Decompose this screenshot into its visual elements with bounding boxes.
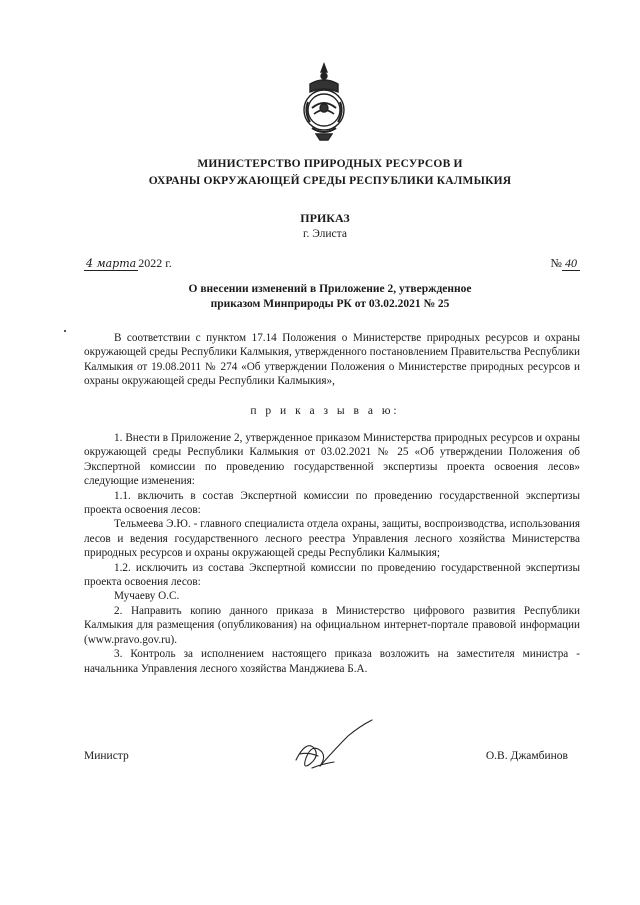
subject-line-2: приказом Минприроды РК от 03.02.2021 № 25 xyxy=(210,298,450,310)
handwritten-signature xyxy=(276,718,386,778)
order-items xyxy=(84,431,580,676)
person-removed: Мучаеву О.С. xyxy=(114,590,180,603)
order-directive: п р и к а з ы в а ю: xyxy=(250,405,400,417)
preamble-paragraph xyxy=(84,331,580,389)
ministry-line-1: МИНИСТЕРСТВО ПРИРОДНЫХ РЕСУРСОВ И xyxy=(197,158,463,170)
item-1-1: 1.1. включить в состав Экспертной комиссии по проведению государственной экспертизы проекта освоения лесов: xyxy=(84,489,580,517)
date-year: 2022 г. xyxy=(138,256,172,270)
preamble-text: В соответствии с пунктом 17.14 Положения о Министерстве природных ресурсов и охраны окружающей среды Республики Калмыкия, утвержденного постановлением Правительства Республики Калмыкия от 19.08.2011 № 274 «Об утверждении Положения о Министерстве природных ресурсов и охраны окружающей среды Республики Калмыкия», xyxy=(84,332,580,388)
subject-line-1: О внесении изменений в Приложение 2, утвержденное xyxy=(188,283,472,295)
item-2: 2. Направить копию данного приказа в Министерство цифрового развития Республики Калмыкия для размещения (опубликования) на официальном интернет-портале правовой информации (www.pravo.gov.ru). xyxy=(84,604,580,646)
number-handwritten: 40 xyxy=(562,256,580,271)
order-title: ПРИКАЗ xyxy=(300,211,350,225)
order-city: г. Элиста xyxy=(303,228,347,240)
item-1: 1. Внести в Приложение 2, утвержденное приказом Министерства природных ресурсов и охраны окружающей среды Республики Калмыкия от 03.02.2021 № 25 «Об утверждении Положения об Экспертной комиссии по проведению государственной экспертизы проекта освоения лесов» следующие изменения: xyxy=(84,432,580,488)
person-added: Тельмеева Э.Ю. - главного специалиста отдела охраны, защиты, воспроизводства, использования лесов и ведения государственного лесного реестра Управления лесного хозяйства Министерства природных ресурсов и охраны окружающей среды Республики Калмыкия; xyxy=(84,518,580,560)
signatory-title: Министр xyxy=(84,750,129,762)
date-handwritten: 4 марта xyxy=(86,257,137,270)
ministry-name xyxy=(80,156,580,190)
number-prefix: № xyxy=(550,256,562,270)
coat-of-arms-emblem xyxy=(298,62,350,146)
ministry-line-2: ОХРАНЫ ОКРУЖАЮЩЕЙ СРЕДЫ РЕСПУБЛИКИ КАЛМЫКИЯ xyxy=(148,175,512,187)
order-number xyxy=(551,256,580,271)
order-subject xyxy=(120,282,540,312)
order-date xyxy=(84,256,172,271)
item-3: 3. Контроль за исполнением настоящего приказа возложить на заместителя министра - начальника Управления лесного хозяйства Манджиева Б.А. xyxy=(84,648,580,675)
item-1-2: 1.2. исключить из состава Экспертной комиссии по проведению государственной экспертизы проекта освоения лесов: xyxy=(84,561,580,589)
scan-mark xyxy=(64,330,66,332)
signatory-name: О.В. Джамбинов xyxy=(485,750,568,762)
